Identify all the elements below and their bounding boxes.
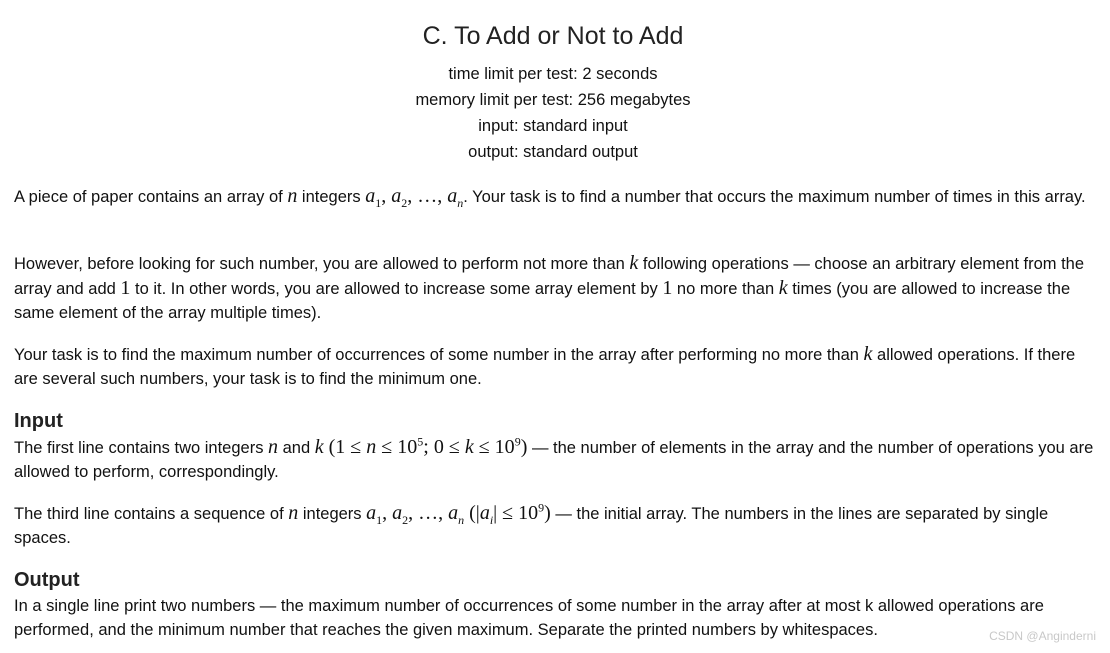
math-array: $a_1$, $a_2$, …, $a_n$ <box>366 502 465 527</box>
statement-paragraph-1 <box>14 184 1098 209</box>
math-var: n <box>288 502 299 524</box>
input-file: input: standard input <box>478 117 628 135</box>
math-constraint: ($1 \le n \le 10^5$; $0 \le k \le 10^9$) <box>328 434 528 458</box>
memory-limit: memory limit per test: 256 megabytes <box>415 91 691 109</box>
text: — the number of elements in the array and the number of operations you are allowed to perform, correspondingly. <box>14 439 1094 481</box>
text: integers <box>298 505 367 523</box>
math-num: 1 <box>120 277 131 299</box>
text: integers <box>297 188 366 206</box>
math-var: k <box>778 277 788 299</box>
text: The third line contains a sequence of <box>14 505 289 523</box>
input-paragraph-2 <box>14 501 1098 550</box>
math-var: k <box>863 343 873 365</box>
text: The first line contains two integers <box>14 439 269 457</box>
problem-title: C. To Add or Not to Add <box>422 22 684 50</box>
text: allowed operations. If there are several such numbers, your task is to find the minimum one. <box>14 346 1076 388</box>
input-paragraph-1 <box>14 435 1098 484</box>
output-file: output: standard output <box>468 143 638 161</box>
time-limit: time limit per test: 2 seconds <box>448 65 658 83</box>
text: A piece of paper contains an array of <box>14 188 288 206</box>
text: no more than <box>672 280 779 298</box>
math-array: $a_1$, $a_2$, …, $a_n$ <box>365 185 464 210</box>
math-constraint: $(|a_i| \le 10^9)$ <box>464 500 551 527</box>
math-num: 1 <box>662 277 673 299</box>
math-var: n <box>268 436 279 458</box>
text: However, before looking for such number, you are allowed to perform not more than <box>14 255 630 273</box>
statement-paragraph-2 <box>14 251 1098 325</box>
text: and <box>278 439 315 457</box>
math-var: n <box>287 185 298 207</box>
text: — the initial array. The numbers in the lines are separated by single spaces. <box>14 505 1049 547</box>
output-section-title: Output <box>14 569 80 591</box>
text: times (you are allowed to increase the same element of the array multiple times). <box>14 280 1071 322</box>
text: following operations — choose an arbitrary element from the array and add <box>14 255 1085 298</box>
statement-paragraph-3 <box>14 342 1098 391</box>
output-paragraph-1: In a single line print two numbers — the maximum number of occurrences of some number in the array after at most k allowed operations are performed, and the minimum number that reaches the given maximum. Separate the printed numbers by whitespaces. <box>14 597 1044 639</box>
text: to it. In other words, you are allowed to increase some array element by <box>130 280 663 298</box>
text: Your task is to find the maximum number of occurrences of some number in the array after performing no more than <box>14 346 864 364</box>
watermark: CSDN @Anginderni <box>989 629 1096 643</box>
text: . Your task is to find a number that occurs the maximum number of times in this array. <box>463 188 1086 206</box>
math-var: k <box>629 252 639 274</box>
input-section-title: Input <box>14 410 63 432</box>
math-var: k <box>314 436 324 458</box>
